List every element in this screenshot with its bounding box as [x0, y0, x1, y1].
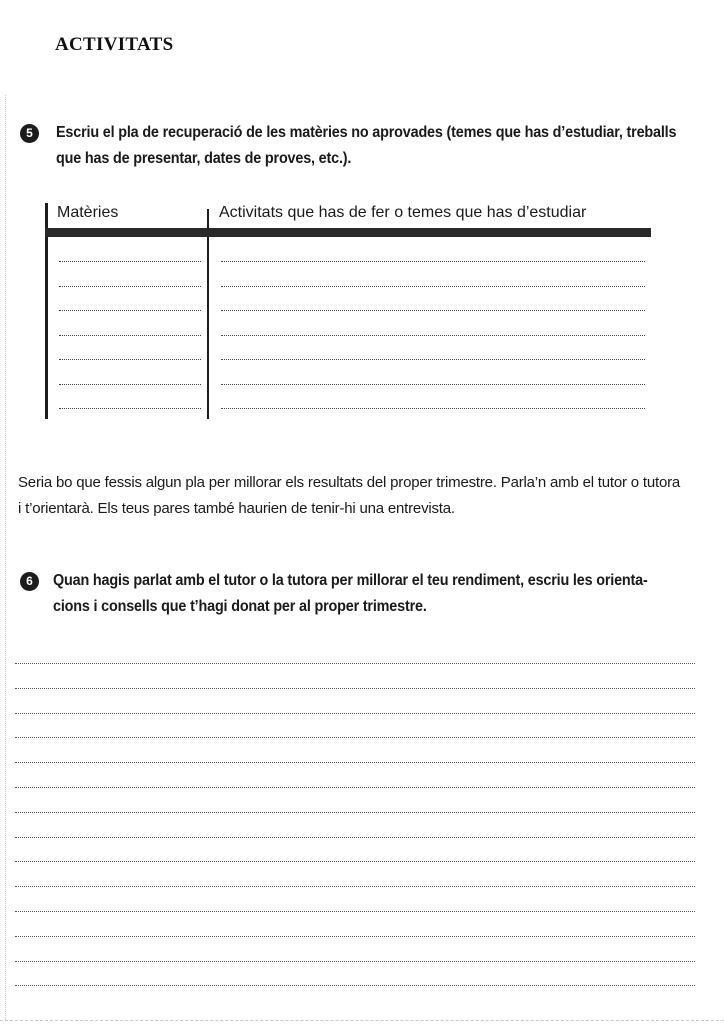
subject-answer-line[interactable]	[59, 408, 201, 409]
activity-answer-line[interactable]	[221, 335, 645, 336]
writing-line[interactable]	[15, 762, 695, 763]
activity-6-number-badge: 6	[20, 572, 39, 591]
margin-guide	[5, 95, 6, 1020]
writing-line[interactable]	[15, 688, 695, 689]
table-row	[45, 247, 651, 271]
subject-answer-line[interactable]	[59, 335, 201, 336]
writing-line[interactable]	[15, 787, 695, 788]
activity-6-instructions	[53, 568, 648, 620]
page-bottom-edge	[0, 1020, 724, 1021]
writing-line[interactable]	[15, 812, 695, 813]
activity-answer-line[interactable]	[221, 359, 645, 360]
recovery-plan-table	[45, 203, 651, 421]
table-row	[45, 345, 651, 369]
writing-line[interactable]	[15, 886, 695, 887]
writing-line[interactable]	[15, 737, 695, 738]
activity-6-line-1: Quan hagis parlat amb el tutor o la tutora per millorar el teu rendiment, escriu les orienta-	[53, 572, 648, 589]
table-header-subjects: Matèries	[57, 204, 119, 221]
activity-answer-line[interactable]	[221, 408, 645, 409]
activity-5-instructions	[56, 120, 676, 172]
writing-line[interactable]	[15, 936, 695, 937]
table-row	[45, 370, 651, 394]
activity-6-line-2: cions i consells que t’hagi donat per al proper trimestre.	[53, 598, 427, 615]
activity-answer-line[interactable]	[221, 261, 645, 262]
activity-answer-line[interactable]	[221, 286, 645, 287]
activity-5-line-2: que has de presentar, dates de proves, etc.).	[56, 150, 352, 167]
section-title: ACTIVITATS	[55, 34, 174, 55]
writing-line[interactable]	[15, 837, 695, 838]
subject-answer-line[interactable]	[59, 286, 201, 287]
advice-line-1: Seria bo que fessis algun pla per millorar els resultats del proper trimestre. Parla’n amb el tutor o tutora	[18, 474, 681, 491]
activity-5-line-1: Escriu el pla de recuperació de les matèries no aprovades (temes que has d’estudiar, treballs	[56, 124, 677, 141]
table-row	[45, 272, 651, 296]
table-row	[45, 296, 651, 320]
activity-answer-line[interactable]	[221, 310, 645, 311]
activity-5-number-badge: 5	[20, 124, 39, 143]
table-header-rule	[45, 228, 651, 237]
table-header-activities: Activitats que has de fer o temes que has d’estudiar	[219, 204, 587, 221]
activity-answer-line[interactable]	[221, 384, 645, 385]
table-row	[45, 394, 651, 418]
advice-line-2: i t’orientarà. Els teus pares també haurien de tenir-hi una entrevista.	[18, 500, 455, 517]
writing-line[interactable]	[15, 713, 695, 714]
advice-paragraph	[18, 470, 708, 522]
writing-line[interactable]	[15, 961, 695, 962]
subject-answer-line[interactable]	[59, 359, 201, 360]
writing-line[interactable]	[15, 663, 695, 664]
writing-line[interactable]	[15, 985, 695, 986]
subject-answer-line[interactable]	[59, 310, 201, 311]
writing-line[interactable]	[15, 911, 695, 912]
subject-answer-line[interactable]	[59, 384, 201, 385]
writing-line[interactable]	[15, 861, 695, 862]
table-row	[45, 321, 651, 345]
subject-answer-line[interactable]	[59, 261, 201, 262]
